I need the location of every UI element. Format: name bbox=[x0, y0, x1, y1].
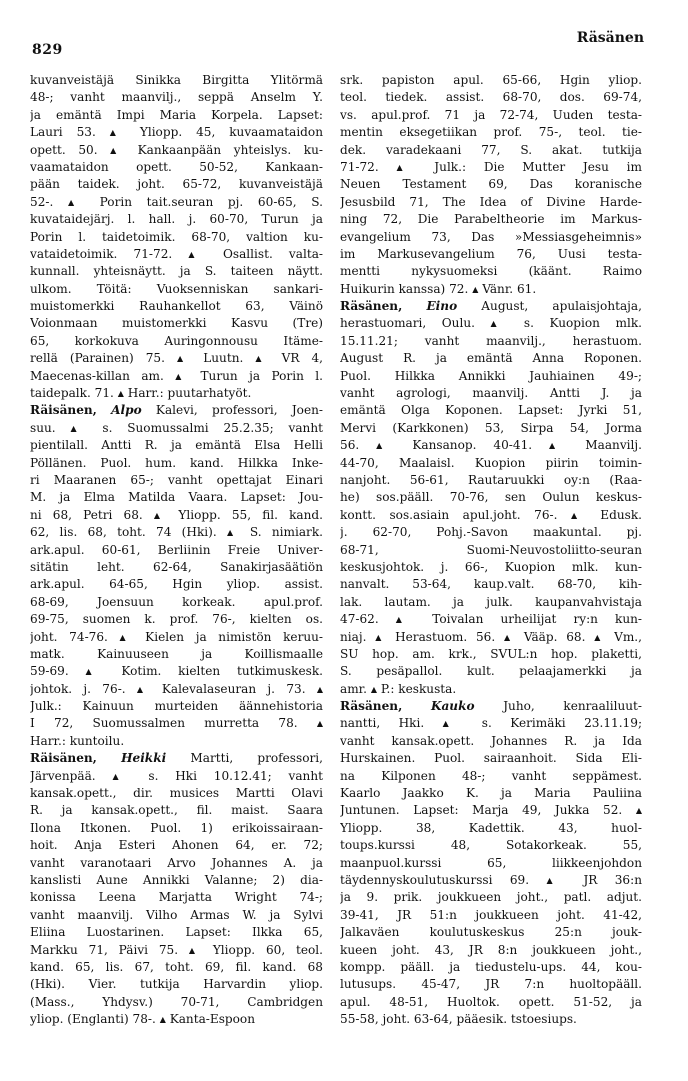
section-marker-icon: ▲ bbox=[176, 354, 192, 364]
text-line bbox=[30, 820, 323, 837]
text-line bbox=[30, 246, 323, 263]
text-line bbox=[340, 176, 642, 193]
section-marker-icon: ▲ bbox=[375, 632, 387, 642]
line-text: täydennyskoulutuskurssi 69. ▲ JR 36:n bbox=[340, 872, 642, 887]
line-text: Yliopp. 38, Kadettik. 43, huol- bbox=[340, 820, 642, 835]
text-line bbox=[340, 559, 642, 576]
text-line bbox=[30, 715, 323, 732]
section-marker-icon: ▲ bbox=[549, 441, 569, 451]
section-marker-icon: ▲ bbox=[316, 684, 323, 694]
line-text: rellä (Parainen) 75. ▲ Luutn. ▲ VR 4, bbox=[30, 351, 323, 366]
line-text: amr. ▲ P.: keskusta. bbox=[340, 681, 457, 696]
text-line bbox=[340, 802, 642, 819]
text-line bbox=[340, 924, 642, 941]
line-text: 71-72. ▲ Julk.: Die Mutter Jesu im bbox=[340, 159, 642, 174]
text-line bbox=[30, 559, 323, 576]
line-text: 65, korkokuva Auringonnousu Itäme- bbox=[30, 333, 323, 348]
text-line bbox=[340, 124, 642, 141]
text-line bbox=[30, 229, 323, 246]
text-line bbox=[340, 855, 642, 872]
line-text: kueen joht. 43, JR 8:n joukkueen joht., bbox=[340, 942, 642, 957]
text-line bbox=[30, 211, 323, 228]
line-text: Porin l. taidetoimik. 68-70, valtion ku- bbox=[30, 229, 323, 244]
section-marker-icon: ▲ bbox=[153, 510, 168, 520]
line-text: 59-69. ▲ Kotim. kielten tutkimuskesk. bbox=[30, 664, 323, 679]
text-line bbox=[340, 785, 642, 802]
text-line bbox=[30, 89, 323, 106]
line-text: suu. ▲ s. Suomussalmi 25.2.35; vanht bbox=[30, 420, 323, 435]
line-text: Eliina Luostarinen. Lapset: Ilkka 65, bbox=[30, 925, 323, 940]
entry-surname: Räisänen, bbox=[30, 403, 97, 418]
line-text: kuvataidejärj. l. hall. j. 60-70, Turun ja bbox=[30, 212, 323, 227]
text-line bbox=[30, 924, 323, 941]
line-text: johtok. j. 76-. ▲ Kalevalaseuran j. 73. ▲ bbox=[30, 681, 323, 696]
line-text: vanht agrologi, maanvilj. Antti J. ja bbox=[340, 386, 642, 401]
line-text: pientilall. Antti R. ja emäntä Elsa Helli bbox=[30, 438, 323, 453]
text-line bbox=[30, 942, 323, 959]
text-line bbox=[30, 733, 323, 750]
line-text: dek. varadekaani 77, S. akat. tutkija bbox=[340, 142, 642, 157]
text-line bbox=[340, 420, 642, 437]
line-text: srk. papiston apul. 65-66, Hgin yliop. bbox=[340, 73, 642, 87]
line-text: na Kilponen 48-; vanht seppämest. bbox=[340, 768, 642, 783]
text-line bbox=[340, 507, 642, 524]
line-text: im Markusevangelium 76, Uusi testa- bbox=[340, 246, 642, 261]
text-line bbox=[340, 976, 642, 993]
line-text: mentti nykysuomeksi (käänt. Raimo bbox=[340, 264, 642, 279]
section-marker-icon: ▲ bbox=[68, 197, 85, 207]
section-marker-icon: ▲ bbox=[255, 354, 270, 364]
line-text: Hurskainen. Puol. sairaanhoit. Sida Eli- bbox=[340, 751, 642, 766]
text-line bbox=[30, 907, 323, 924]
line-text: Kalevi, professori, Joen- bbox=[155, 403, 323, 418]
entry-headword-line bbox=[30, 402, 323, 419]
line-text: lutusups. 45-47, JR 7:n huoltopääll. bbox=[340, 977, 642, 992]
text-line bbox=[30, 281, 323, 298]
line-text: taidepalk. 71. ▲ Harr.: puutarhatyöt. bbox=[30, 386, 252, 401]
entry-headword-line bbox=[340, 698, 642, 715]
section-marker-icon: ▲ bbox=[159, 1015, 166, 1025]
text-line bbox=[30, 176, 323, 193]
text-line bbox=[30, 333, 323, 350]
line-text: ri Maaranen 65-; vanht opettajat Einari bbox=[30, 472, 323, 487]
line-text: kanslisti Aune Annikki Valanne; 2) dia- bbox=[30, 872, 323, 887]
section-marker-icon: ▲ bbox=[316, 719, 323, 729]
line-text: Kaarlo Jaakko K. ja Maria Pauliina bbox=[340, 786, 642, 801]
text-line bbox=[340, 611, 642, 628]
text-line bbox=[340, 263, 642, 280]
text-line bbox=[30, 315, 323, 332]
text-line bbox=[30, 298, 323, 315]
line-text: toups.kurssi 48, Sotakorkeak. 55, bbox=[340, 838, 642, 853]
text-line bbox=[340, 872, 642, 889]
line-text: ja 9. prik. joukkueen joht., patl. adjut. bbox=[340, 890, 642, 905]
text-line bbox=[30, 837, 323, 854]
text-line bbox=[30, 629, 323, 646]
line-text: 68-71, Suomi-Neuvostoliitto-seuran bbox=[340, 542, 642, 557]
text-line bbox=[30, 576, 323, 593]
line-text: kontt. sos.asiain apul.joht. 76-. ▲ Edusk. bbox=[340, 507, 642, 522]
line-text: vanht kansak.opett. Johannes R. ja Ida bbox=[340, 733, 642, 748]
section-marker-icon: ▲ bbox=[546, 875, 567, 885]
line-text: I 72, Suomussalmen murretta 78. ▲ bbox=[30, 716, 323, 731]
line-text: Markku 71, Päivi 75. ▲ Yliopp. 60, teol. bbox=[30, 942, 323, 957]
section-marker-icon: ▲ bbox=[376, 441, 396, 451]
line-text: kuvanveistäjä Sinikka Birgitta Ylitörmä bbox=[30, 73, 323, 87]
line-text: Huikurin kanssa) 72. ▲ Vänr. 61. bbox=[340, 281, 537, 296]
line-text: herastuomari, Oulu. ▲ s. Kuopion mlk. bbox=[340, 316, 642, 331]
text-line bbox=[30, 855, 323, 872]
text-line bbox=[30, 646, 323, 663]
line-text: nantti, Hki. ▲ s. Kerimäki 23.11.19; bbox=[340, 716, 642, 731]
section-marker-icon: ▲ bbox=[117, 389, 124, 399]
entry-surname: Räisänen, bbox=[30, 751, 97, 766]
line-text: pään taidek. joht. 65-72, kuvanveistäjä bbox=[30, 177, 323, 192]
section-marker-icon: ▲ bbox=[635, 806, 642, 816]
section-marker-icon: ▲ bbox=[175, 371, 190, 381]
line-text: August R. ja emäntä Anna Roponen. bbox=[340, 351, 642, 366]
entry-given-name: Eino bbox=[426, 299, 458, 314]
line-text: Juntunen. Lapset: Marja 49, Jukka 52. ▲ bbox=[340, 803, 642, 818]
line-text: Jesusbild 71, The Idea of Divine Harde- bbox=[340, 194, 642, 209]
section-marker-icon: ▲ bbox=[188, 945, 203, 955]
section-marker-icon: ▲ bbox=[370, 684, 377, 694]
text-line bbox=[340, 750, 642, 767]
section-marker-icon: ▲ bbox=[85, 667, 105, 677]
text-line bbox=[340, 333, 642, 350]
line-text: matk. Kainuuseen ja Koillismaalle bbox=[30, 646, 323, 661]
line-text: Voionmaan muistomerkki Kasvu (Tre) bbox=[30, 316, 323, 331]
line-text: ulkom. Töitä: Vuoksenniskan sankari- bbox=[30, 281, 323, 296]
text-line bbox=[340, 663, 642, 680]
line-text: lak. lautam. ja julk. kaupanvahvistaja bbox=[340, 594, 642, 609]
line-text: 48-; vanht maanvilj., seppä Anselm Y. bbox=[30, 90, 323, 105]
text-line bbox=[340, 907, 642, 924]
line-text: Neuen Testament 69, Das koranische bbox=[340, 177, 642, 192]
line-text: SU hop. am. krk., SVUL:n hop. plaketti, bbox=[340, 646, 642, 661]
entry-surname: Räsänen, bbox=[340, 299, 403, 314]
text-line bbox=[340, 211, 642, 228]
line-text: emäntä Olga Koponen. Lapset: Jyrki 51, bbox=[340, 403, 642, 418]
text-line bbox=[30, 959, 323, 976]
text-line bbox=[30, 472, 323, 489]
line-text: Martti, professori, bbox=[190, 751, 323, 766]
line-text: opett. 50. ▲ Kankaanpään yhteislys. ku- bbox=[30, 142, 323, 157]
line-text: August, apulaisjohtaja, bbox=[481, 299, 642, 314]
line-text: Maecenas-killan am. ▲ Turun ja Porin l. bbox=[30, 368, 323, 383]
section-marker-icon: ▲ bbox=[119, 632, 134, 642]
text-line bbox=[340, 368, 642, 385]
text-line bbox=[30, 159, 323, 176]
text-line bbox=[340, 194, 642, 211]
text-line bbox=[340, 89, 642, 106]
section-marker-icon: ▲ bbox=[396, 162, 417, 172]
section-marker-icon: ▲ bbox=[570, 510, 587, 520]
line-text: konissa Leena Marjatta Wright 74-; bbox=[30, 890, 323, 905]
line-text: niaj. ▲ Herastuom. 56. ▲ Vääp. 68. ▲ Vm., bbox=[340, 629, 642, 644]
line-text: teol. tiedek. assist. 68-70, dos. 69-74, bbox=[340, 90, 642, 105]
line-text: vaamataidon opett. 50-52, Kankaan- bbox=[30, 159, 323, 174]
line-text: 15.11.21; vanht maanvilj., herastuom. bbox=[340, 333, 642, 348]
line-text: R. ja kansak.opett., fil. maist. Saara bbox=[30, 803, 323, 818]
line-text: muistomerkki Rauhankellot 63, Väinö bbox=[30, 299, 323, 314]
line-text: (Hki). Vier. tutkija Harvardin yliop. bbox=[30, 977, 323, 992]
line-text: ark.apul. 64-65, Hgin yliop. assist. bbox=[30, 577, 323, 592]
text-line bbox=[340, 594, 642, 611]
text-line bbox=[340, 350, 642, 367]
text-line bbox=[30, 976, 323, 993]
section-marker-icon: ▲ bbox=[395, 615, 416, 625]
line-text: Ilona Itkonen. Puol. 1) erikoissairaan- bbox=[30, 820, 323, 835]
text-line bbox=[30, 768, 323, 785]
line-text: Pöllänen. Puol. hum. kand. Hilkka Inke- bbox=[30, 455, 323, 470]
text-line bbox=[340, 489, 642, 506]
text-line bbox=[340, 455, 642, 472]
text-line bbox=[340, 472, 642, 489]
line-text: kompp. pääll. ja tiedustelu-ups. 44, kou- bbox=[340, 959, 642, 974]
text-line bbox=[340, 281, 642, 298]
text-line bbox=[30, 263, 323, 280]
text-line bbox=[340, 246, 642, 263]
line-text: 69-75, suomen k. prof. 76-, kielten os. bbox=[30, 612, 323, 627]
text-line bbox=[30, 350, 323, 367]
line-text: ark.apul. 60-61, Berliinin Freie Univer- bbox=[30, 542, 323, 557]
text-line bbox=[30, 802, 323, 819]
text-line bbox=[30, 663, 323, 680]
text-line bbox=[30, 1011, 323, 1028]
line-text: Jalkaväen koulutuskeskus 25:n jouk- bbox=[340, 925, 642, 940]
text-line bbox=[340, 1011, 642, 1028]
text-line bbox=[340, 437, 642, 454]
line-text: Lauri 53. ▲ Yliopp. 45, kuvaamataidon bbox=[30, 125, 323, 140]
text-line bbox=[30, 785, 323, 802]
line-text: Järvenpää. ▲ s. Hki 10.12.41; vanht bbox=[30, 768, 323, 783]
line-text: mentin eksegetiikan prof. 75-, teol. tie- bbox=[340, 125, 642, 140]
section-marker-icon: ▲ bbox=[226, 528, 240, 538]
section-marker-icon: ▲ bbox=[136, 684, 151, 694]
text-line bbox=[340, 994, 642, 1011]
line-text: 55-58, joht. 63-64, pääesik. tstoesiups. bbox=[340, 1012, 577, 1027]
entry-headword-line bbox=[340, 298, 642, 315]
text-line bbox=[30, 455, 323, 472]
text-line bbox=[30, 437, 323, 454]
line-text: 68-69, Joensuun korkeak. apul.prof. bbox=[30, 594, 323, 609]
line-text: yliop. (Englanti) 78-. ▲ Kanta-Espoon bbox=[30, 1012, 256, 1027]
section-marker-icon: ▲ bbox=[70, 423, 88, 433]
text-line bbox=[340, 315, 642, 332]
line-text: hoit. Anja Esteri Ahonen 64, er. 72; bbox=[30, 838, 323, 853]
text-line bbox=[340, 942, 642, 959]
line-text: kansak.opett., dir. musices Martti Olavi bbox=[30, 786, 323, 801]
line-text: sitätin leht. 62-64, Sanakirjasäätiön bbox=[30, 559, 323, 574]
text-line bbox=[30, 594, 323, 611]
section-marker-icon: ▲ bbox=[490, 319, 509, 329]
text-line bbox=[340, 72, 642, 89]
line-text: S. pesäpallol. kult. pelaajamerkki ja bbox=[340, 664, 642, 679]
text-line bbox=[340, 820, 642, 837]
line-text: joht. 74-76. ▲ Kielen ja nimistön keruu- bbox=[30, 629, 323, 644]
line-text: Puol. Hilkka Annikki Jauhiainen 49-; bbox=[340, 368, 642, 383]
text-line bbox=[30, 124, 323, 141]
line-text: nanjoht. 56-61, Rautaruukki oy:n (Raa- bbox=[340, 472, 642, 487]
text-line bbox=[30, 524, 323, 541]
line-text: Julk.: Kainuun murteiden äännehistoria bbox=[30, 699, 323, 714]
text-line bbox=[30, 507, 323, 524]
section-marker-icon: ▲ bbox=[594, 632, 606, 642]
line-text: 47-62. ▲ Toivalan urheilijat ry:n kun- bbox=[340, 612, 642, 627]
text-line bbox=[340, 629, 642, 646]
text-line bbox=[340, 837, 642, 854]
text-line bbox=[340, 402, 642, 419]
line-text: ning 72, Die Parabeltheorie im Markus- bbox=[340, 212, 642, 227]
section-marker-icon: ▲ bbox=[472, 284, 479, 294]
right-column bbox=[340, 72, 642, 1028]
line-text: he) sos.pääll. 70-76, sen Oulun keskus- bbox=[340, 490, 642, 505]
line-text: vs. apul.prof. 71 ja 72-74, Uuden testa- bbox=[340, 107, 642, 122]
line-text: j. 62-70, Pohj.-Savon maakuntal. pj. bbox=[340, 525, 642, 540]
text-line bbox=[30, 611, 323, 628]
text-line bbox=[340, 889, 642, 906]
line-text: apul. 48-51, Huoltok. opett. 51-52, ja bbox=[340, 994, 642, 1009]
text-line bbox=[30, 872, 323, 889]
page-header bbox=[30, 28, 644, 56]
line-text: 44-70, Maalaisl. Kuopion piirin toimin- bbox=[340, 455, 642, 470]
line-text: M. ja Elma Matilda Vaara. Lapset: Jou- bbox=[30, 490, 323, 505]
text-line bbox=[30, 889, 323, 906]
text-line bbox=[30, 72, 323, 89]
text-line bbox=[30, 542, 323, 559]
section-marker-icon: ▲ bbox=[109, 128, 126, 138]
entry-headword-line bbox=[30, 750, 323, 767]
text-line bbox=[340, 385, 642, 402]
line-text: nanvalt. 53-64, kaup.valt. 68-70, kih- bbox=[340, 577, 642, 592]
text-line bbox=[30, 107, 323, 124]
page-number: 829 bbox=[32, 42, 63, 58]
section-marker-icon: ▲ bbox=[110, 145, 126, 155]
text-line bbox=[30, 194, 323, 211]
text-line bbox=[340, 107, 642, 124]
entry-given-name: Kauko bbox=[430, 699, 475, 714]
left-column bbox=[30, 72, 323, 1028]
text-line bbox=[30, 994, 323, 1011]
section-marker-icon: ▲ bbox=[504, 632, 516, 642]
line-text: Harr.: kuntoilu. bbox=[30, 733, 125, 748]
line-text: kand. 65, lis. 67, toht. 69, fil. kand. 68 bbox=[30, 959, 323, 974]
text-line bbox=[340, 733, 642, 750]
line-text: ja emäntä Impi Maria Korpela. Lapset: bbox=[30, 107, 323, 122]
entry-given-name: Heikki bbox=[121, 751, 167, 766]
line-text: ni 68, Petri 68. ▲ Yliopp. 55, fil. kand. bbox=[30, 507, 323, 522]
text-line bbox=[340, 229, 642, 246]
text-line bbox=[340, 576, 642, 593]
text-line bbox=[340, 524, 642, 541]
running-head: Räsänen bbox=[576, 30, 644, 46]
text-line bbox=[30, 368, 323, 385]
text-line bbox=[340, 768, 642, 785]
text-line bbox=[30, 681, 323, 698]
text-line bbox=[30, 385, 323, 402]
section-marker-icon: ▲ bbox=[442, 719, 464, 729]
text-line bbox=[30, 489, 323, 506]
line-text: 52-. ▲ Porin tait.seuran pj. 60-65, S. bbox=[30, 194, 323, 209]
line-text: vataidetoimik. 71-72. ▲ Osallist. valta- bbox=[30, 246, 323, 261]
section-marker-icon: ▲ bbox=[112, 771, 132, 781]
line-text: vanht maanvilj. Vilho Armas W. ja Sylvi bbox=[30, 907, 323, 922]
line-text: Juho, kenraaliluut- bbox=[503, 699, 642, 714]
line-text: Mervi (Karkkonen) 53, Sirpa 54, Jorma bbox=[340, 420, 642, 435]
text-line bbox=[30, 420, 323, 437]
line-text: vanht varanotaari Arvo Johannes A. ja bbox=[30, 855, 323, 870]
line-text: 56. ▲ Kansanop. 40-41. ▲ Maanvilj. bbox=[340, 438, 642, 453]
text-line bbox=[30, 142, 323, 159]
text-line bbox=[340, 542, 642, 559]
text-line bbox=[340, 646, 642, 663]
section-marker-icon: ▲ bbox=[188, 249, 207, 259]
line-text: maanpuol.kurssi 65, liikkeenjohdon bbox=[340, 855, 642, 870]
text-line bbox=[30, 698, 323, 715]
line-text: 62, lis. 68, toht. 74 (Hki). ▲ S. nimiark. bbox=[30, 525, 323, 540]
line-text: 39-41, JR 51:n joukkueen joht. 41-42, bbox=[340, 907, 642, 922]
line-text: keskusjohtok. j. 66-, Kuopion mlk. kun- bbox=[340, 559, 642, 574]
line-text: kunnall. yhteisnäytt. ja S. taiteen näytt. bbox=[30, 264, 323, 279]
text-line bbox=[340, 715, 642, 732]
text-line bbox=[340, 159, 642, 176]
text-line bbox=[340, 142, 642, 159]
line-text: evangelium 73, Das »Messiasgeheimnis» bbox=[340, 229, 642, 244]
entry-given-name: Alpo bbox=[111, 403, 142, 418]
text-line bbox=[340, 681, 642, 698]
line-text: (Mass., Yhdysv.) 70-71, Cambridgen bbox=[30, 994, 323, 1009]
text-line bbox=[340, 959, 642, 976]
entry-surname: Räsänen, bbox=[340, 699, 403, 714]
